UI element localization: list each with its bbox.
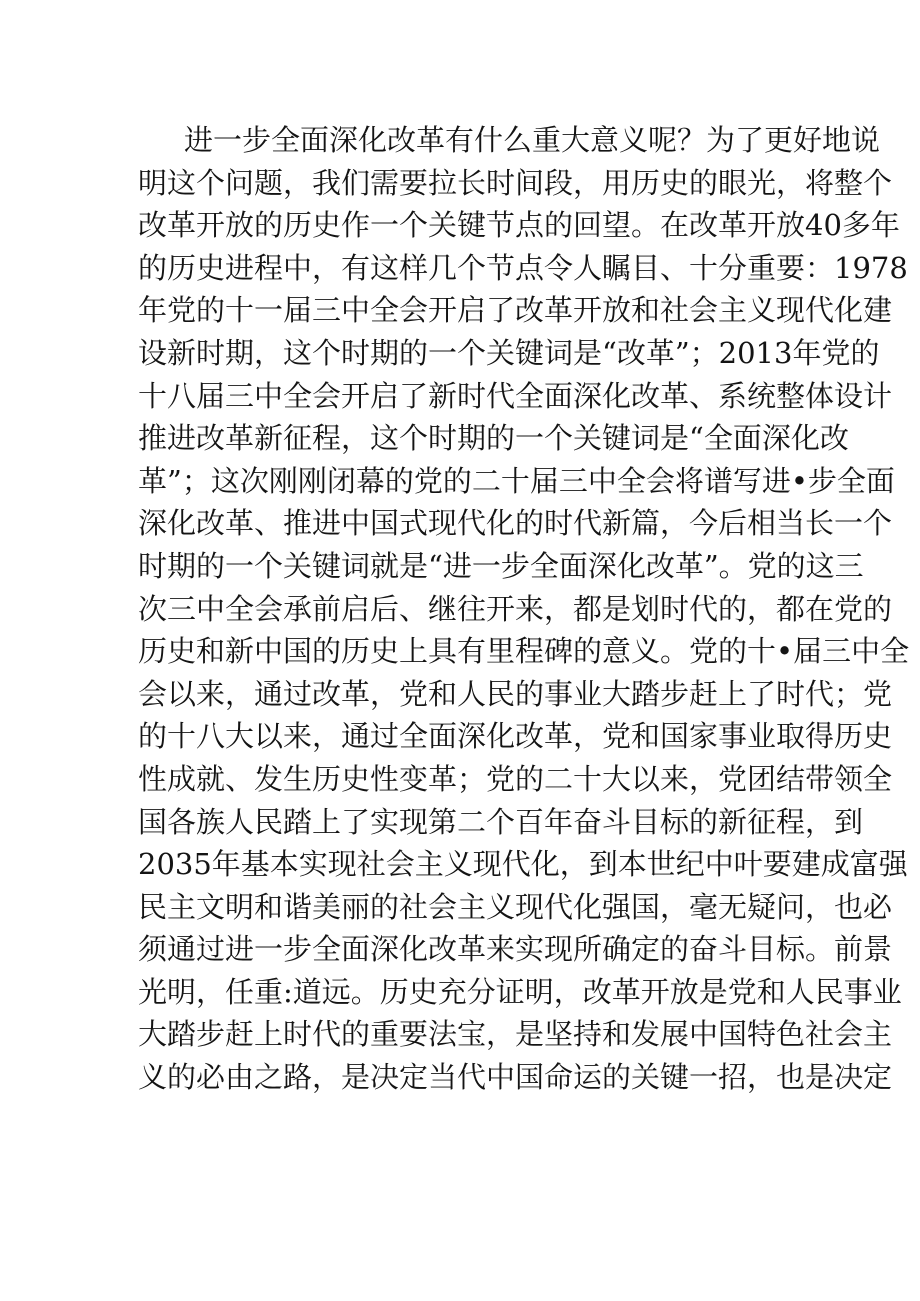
paragraph-line-16: 性成就、发生历史性变革；党的二十大以来，党团结带领全 — [138, 761, 893, 796]
paragraph-line-9: 革”；这次刚刚闭幕的党的二十届三中全会将谱写进•步全面 — [138, 463, 895, 498]
paragraph-line-8: 推进改革新征程，这个时期的一个关键词是“全面深化改 — [138, 421, 849, 456]
paragraph-line-12: 次三中全会承前启后、继往开来，都是划时代的，都在党的 — [138, 591, 893, 626]
paragraph-line-2: 明这个问题，我们需要拉长时间段，用历史的眼光，将整个 — [138, 165, 893, 200]
paragraph-line-18: 2035年基本实现社会主义现代化，到本世纪中叶要建成富强 — [138, 847, 908, 882]
paragraph-line-4: 的历史进程中，有这样几个节点令人瞩目、十分重要：1978 — [138, 250, 908, 285]
paragraph-line-3: 改革开放的历史作一个关键节点的回望。在改革开放40多年 — [138, 208, 900, 243]
paragraph-line-1: 进一步全面深化改革有什么重大意义呢？为了更好地说 — [184, 123, 881, 157]
paragraph-line-11: 时期的一个关键词就是“进一步全面深化改革”。党的这三 — [138, 548, 864, 583]
paragraph-line-15: 的十八大以来，通过全面深化改革，党和国家事业取得历史 — [138, 719, 893, 754]
paragraph-line-21: 光明，任重:道远。历史充分证明，改革开放是党和人民事业 — [138, 974, 902, 1009]
paragraph-line-20: 须通过进一步全面深化改革来实现所确定的奋斗目标。前景 — [138, 932, 893, 967]
paragraph-line-7: 十八届三中全会开启了新时代全面深化改革、系统整体设计 — [138, 378, 893, 413]
paragraph-line-6: 设新时期，这个时期的一个关键词是“改革”；2013年党的 — [138, 335, 880, 370]
paragraph-line-10: 深化改革、推进中国式现代化的时代新篇，今后相当长一个 — [138, 506, 893, 541]
paragraph-line-14: 会以来，通过改革，党和人民的事业大踏步赶上了时代；党 — [138, 676, 893, 711]
body-paragraph — [138, 119, 910, 1099]
paragraph-line-5: 年党的十一届三中全会开启了改革开放和社会主义现代化建 — [138, 293, 893, 328]
paragraph-line-19: 民主文明和谐美丽的社会主义现代化强国，毫无疑问，也必 — [138, 889, 893, 924]
paragraph-line-13: 历史和新中国的历史上具有里程碑的意义。党的十•届三中全 — [138, 634, 910, 669]
paragraph-line-17: 国各族人民踏上了实现第二个百年奋斗目标的新征程，到 — [138, 804, 864, 839]
paragraph-line-23: 义的必由之路，是决定当代中国命运的关键一招，也是决定 — [138, 1060, 893, 1095]
paragraph-line-22: 大踏步赶上时代的重要法宝，是坚持和发展中国特色社会主 — [138, 1017, 893, 1052]
